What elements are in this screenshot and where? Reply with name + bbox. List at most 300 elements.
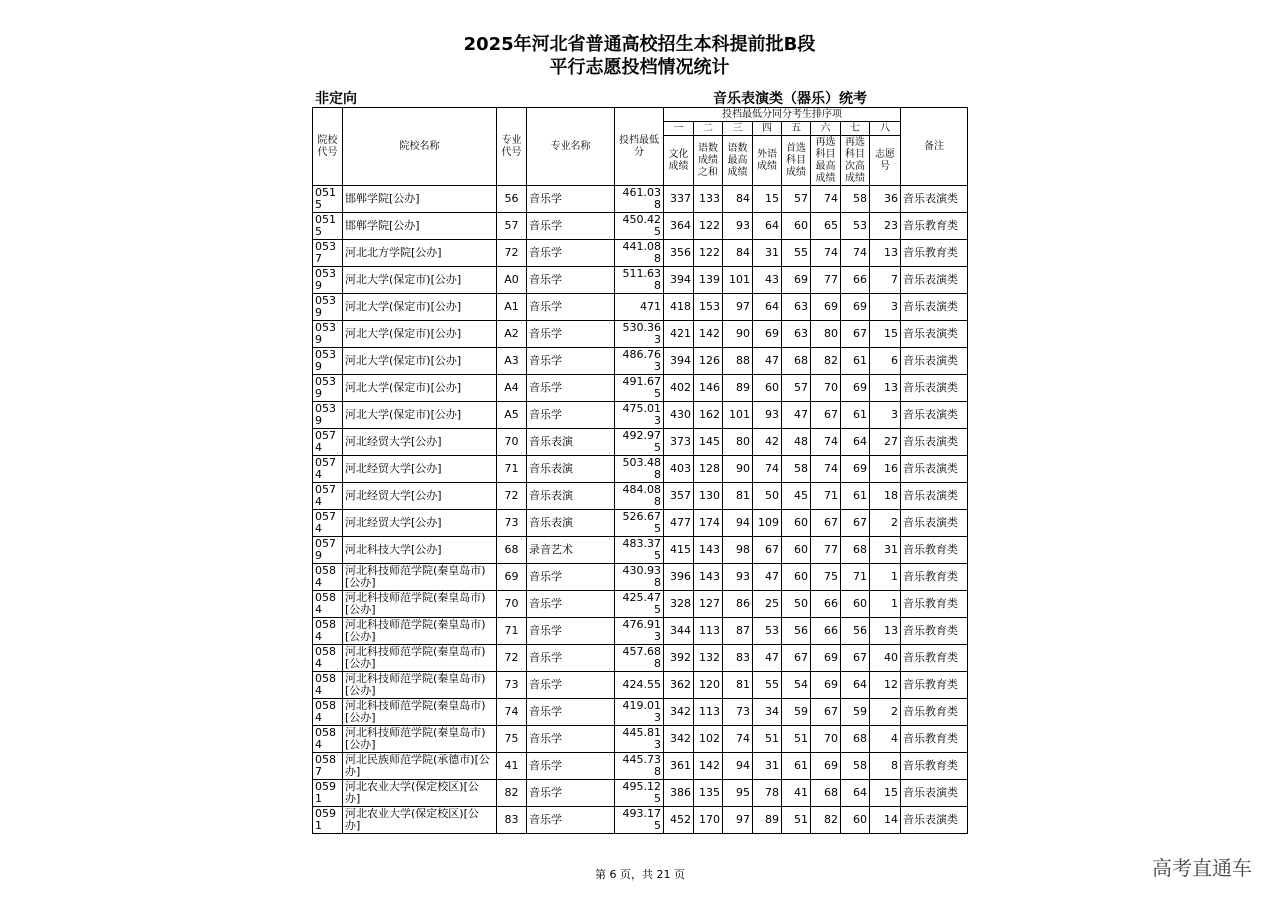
table-row	[313, 618, 968, 645]
cell-elective-max: 68	[811, 780, 841, 807]
cell-school-name: 河北经贸大学[公办]	[343, 510, 497, 537]
cell-elective-max: 71	[811, 483, 841, 510]
header-tiebreak-item: 文化成绩	[664, 136, 694, 186]
cell-elective-max: 77	[811, 267, 841, 294]
cell-culture-score: 402	[664, 375, 694, 402]
cell-remark: 音乐教育类	[901, 240, 968, 267]
cell-chinese-math-max: 101	[723, 402, 753, 429]
cell-foreign-language: 47	[753, 564, 782, 591]
header-min-score: 投档最低分	[615, 108, 664, 186]
cell-major-code: 72	[497, 645, 527, 672]
cell-preference-number: 12	[870, 672, 901, 699]
cell-first-subject: 69	[782, 267, 811, 294]
table-row	[313, 186, 968, 213]
cell-culture-score: 430	[664, 402, 694, 429]
cell-chinese-math-max: 93	[723, 213, 753, 240]
cell-elective-max: 74	[811, 456, 841, 483]
cell-elective-max: 66	[811, 618, 841, 645]
cell-first-subject: 59	[782, 699, 811, 726]
cell-min-score: 476.913	[615, 618, 664, 645]
cell-chinese-math-sum: 153	[694, 294, 723, 321]
cell-elective-max: 77	[811, 537, 841, 564]
cell-culture-score: 396	[664, 564, 694, 591]
cell-school-code: 0591	[313, 780, 343, 807]
cell-elective-second: 64	[841, 780, 870, 807]
cell-preference-number: 8	[870, 753, 901, 780]
cell-chinese-math-sum: 102	[694, 726, 723, 753]
cell-school-name: 河北经贸大学[公办]	[343, 429, 497, 456]
cell-chinese-math-sum: 143	[694, 564, 723, 591]
cell-school-code: 0574	[313, 483, 343, 510]
cell-foreign-language: 64	[753, 294, 782, 321]
cell-foreign-language: 89	[753, 807, 782, 834]
cell-major-code: 72	[497, 240, 527, 267]
cell-major-code: A1	[497, 294, 527, 321]
header-rank: 七	[841, 122, 870, 136]
table-row	[313, 267, 968, 294]
cell-min-score: 419.013	[615, 699, 664, 726]
cell-elective-second: 58	[841, 186, 870, 213]
cell-school-name: 河北民族师范学院(承德市)[公办]	[343, 753, 497, 780]
cell-major-name: 音乐学	[527, 753, 615, 780]
cell-elective-max: 65	[811, 213, 841, 240]
cell-remark: 音乐教育类	[901, 537, 968, 564]
cell-chinese-math-max: 97	[723, 294, 753, 321]
cell-major-code: 56	[497, 186, 527, 213]
cell-school-name: 河北科技师范学院(秦皇岛市)[公办]	[343, 672, 497, 699]
cell-chinese-math-max: 88	[723, 348, 753, 375]
cell-elective-second: 69	[841, 294, 870, 321]
cell-major-code: 73	[497, 672, 527, 699]
cell-first-subject: 63	[782, 321, 811, 348]
cell-elective-second: 66	[841, 267, 870, 294]
table-row	[313, 564, 968, 591]
cell-school-name: 河北科技师范学院(秦皇岛市)[公办]	[343, 618, 497, 645]
watermark: 高考直通车	[1152, 856, 1252, 880]
cell-culture-score: 344	[664, 618, 694, 645]
cell-culture-score: 342	[664, 726, 694, 753]
cell-elective-max: 69	[811, 672, 841, 699]
cell-major-code: 71	[497, 456, 527, 483]
cell-min-score: 457.688	[615, 645, 664, 672]
cell-culture-score: 362	[664, 672, 694, 699]
cell-min-score: 530.363	[615, 321, 664, 348]
cell-major-code: A3	[497, 348, 527, 375]
cell-chinese-math-sum: 113	[694, 618, 723, 645]
cell-chinese-math-sum: 170	[694, 807, 723, 834]
cell-culture-score: 386	[664, 780, 694, 807]
cell-school-name: 河北农业大学(保定校区)[公办]	[343, 807, 497, 834]
cell-major-name: 音乐表演	[527, 483, 615, 510]
cell-preference-number: 1	[870, 591, 901, 618]
cell-elective-second: 74	[841, 240, 870, 267]
cell-chinese-math-max: 97	[723, 807, 753, 834]
cell-elective-second: 58	[841, 753, 870, 780]
cell-chinese-math-sum: 128	[694, 456, 723, 483]
cell-remark: 音乐表演类	[901, 510, 968, 537]
cell-school-name: 河北北方学院[公办]	[343, 240, 497, 267]
cell-school-code: 0574	[313, 429, 343, 456]
cell-elective-second: 60	[841, 807, 870, 834]
cell-major-code: 73	[497, 510, 527, 537]
cell-elective-max: 69	[811, 753, 841, 780]
cell-school-code: 0587	[313, 753, 343, 780]
cell-foreign-language: 53	[753, 618, 782, 645]
cell-remark: 音乐教育类	[901, 699, 968, 726]
cell-preference-number: 13	[870, 240, 901, 267]
cell-first-subject: 47	[782, 402, 811, 429]
cell-chinese-math-sum: 120	[694, 672, 723, 699]
cell-chinese-math-max: 98	[723, 537, 753, 564]
cell-chinese-math-max: 95	[723, 780, 753, 807]
cell-school-name: 河北农业大学(保定校区)[公办]	[343, 780, 497, 807]
table-row	[313, 240, 968, 267]
cell-foreign-language: 109	[753, 510, 782, 537]
header-tiebreak-item: 外语成绩	[753, 136, 782, 186]
cell-school-code: 0539	[313, 375, 343, 402]
category-label: 非定向	[315, 91, 357, 107]
cell-school-code: 0591	[313, 807, 343, 834]
cell-major-code: 75	[497, 726, 527, 753]
header-school-code: 院校代号	[313, 108, 343, 186]
cell-foreign-language: 67	[753, 537, 782, 564]
cell-chinese-math-sum: 113	[694, 699, 723, 726]
cell-major-name: 音乐学	[527, 726, 615, 753]
header-tiebreak-item: 志愿号	[870, 136, 901, 186]
cell-foreign-language: 47	[753, 348, 782, 375]
cell-elective-second: 53	[841, 213, 870, 240]
cell-first-subject: 60	[782, 537, 811, 564]
cell-major-code: 82	[497, 780, 527, 807]
cell-foreign-language: 34	[753, 699, 782, 726]
table-row	[313, 402, 968, 429]
header-tiebreak-item: 再选科目次高成绩	[841, 136, 870, 186]
cell-chinese-math-max: 83	[723, 645, 753, 672]
cell-major-name: 音乐学	[527, 294, 615, 321]
cell-chinese-math-sum: 135	[694, 780, 723, 807]
cell-chinese-math-max: 73	[723, 699, 753, 726]
cell-elective-max: 75	[811, 564, 841, 591]
header-remark: 备注	[901, 108, 968, 186]
cell-chinese-math-sum: 127	[694, 591, 723, 618]
cell-foreign-language: 64	[753, 213, 782, 240]
cell-chinese-math-max: 81	[723, 483, 753, 510]
cell-min-score: 492.975	[615, 429, 664, 456]
cell-school-name: 河北大学(保定市)[公办]	[343, 375, 497, 402]
cell-chinese-math-max: 80	[723, 429, 753, 456]
cell-major-code: 41	[497, 753, 527, 780]
header-rank: 八	[870, 122, 901, 136]
cell-elective-max: 69	[811, 294, 841, 321]
cell-major-name: 音乐表演	[527, 429, 615, 456]
cell-preference-number: 13	[870, 375, 901, 402]
cell-elective-max: 74	[811, 186, 841, 213]
cell-school-name: 河北大学(保定市)[公办]	[343, 294, 497, 321]
cell-foreign-language: 60	[753, 375, 782, 402]
cell-major-name: 音乐学	[527, 672, 615, 699]
cell-elective-second: 56	[841, 618, 870, 645]
cell-culture-score: 394	[664, 267, 694, 294]
cell-school-name: 河北科技师范学院(秦皇岛市)[公办]	[343, 591, 497, 618]
table-row	[313, 510, 968, 537]
cell-elective-second: 67	[841, 510, 870, 537]
table-row	[313, 294, 968, 321]
cell-culture-score: 421	[664, 321, 694, 348]
cell-major-code: 69	[497, 564, 527, 591]
cell-major-code: 68	[497, 537, 527, 564]
header-major-name: 专业名称	[527, 108, 615, 186]
cell-culture-score: 337	[664, 186, 694, 213]
cell-remark: 音乐教育类	[901, 591, 968, 618]
header-rank: 四	[753, 122, 782, 136]
cell-major-code: 72	[497, 483, 527, 510]
cell-chinese-math-sum: 146	[694, 375, 723, 402]
cell-school-code: 0584	[313, 618, 343, 645]
cell-major-name: 音乐学	[527, 699, 615, 726]
cell-major-name: 音乐学	[527, 267, 615, 294]
cell-remark: 音乐表演类	[901, 483, 968, 510]
cell-major-name: 音乐学	[527, 186, 615, 213]
cell-culture-score: 342	[664, 699, 694, 726]
cell-school-name: 河北科技师范学院(秦皇岛市)[公办]	[343, 726, 497, 753]
major-category-label: 音乐表演类（器乐）统考	[713, 91, 867, 107]
cell-elective-second: 67	[841, 645, 870, 672]
cell-major-name: 音乐表演	[527, 510, 615, 537]
cell-school-name: 河北大学(保定市)[公办]	[343, 402, 497, 429]
cell-preference-number: 14	[870, 807, 901, 834]
cell-major-name: 音乐表演	[527, 456, 615, 483]
cell-elective-second: 69	[841, 456, 870, 483]
table-row	[313, 780, 968, 807]
cell-remark: 音乐教育类	[901, 753, 968, 780]
cell-school-name: 河北大学(保定市)[公办]	[343, 348, 497, 375]
cell-foreign-language: 93	[753, 402, 782, 429]
cell-major-code: 83	[497, 807, 527, 834]
cell-culture-score: 373	[664, 429, 694, 456]
cell-school-name: 邯郸学院[公办]	[343, 186, 497, 213]
cell-min-score: 471	[615, 294, 664, 321]
cell-preference-number: 15	[870, 321, 901, 348]
cell-remark: 音乐表演类	[901, 186, 968, 213]
table-row	[313, 699, 968, 726]
cell-min-score: 493.175	[615, 807, 664, 834]
cell-chinese-math-sum: 143	[694, 537, 723, 564]
cell-min-score: 491.675	[615, 375, 664, 402]
cell-elective-max: 74	[811, 240, 841, 267]
table-row	[313, 537, 968, 564]
cell-school-code: 0584	[313, 564, 343, 591]
cell-elective-second: 61	[841, 348, 870, 375]
cell-elective-max: 82	[811, 807, 841, 834]
cell-elective-max: 67	[811, 510, 841, 537]
table-row	[313, 672, 968, 699]
cell-preference-number: 2	[870, 699, 901, 726]
cell-min-score: 430.938	[615, 564, 664, 591]
cell-culture-score: 452	[664, 807, 694, 834]
table-row	[313, 348, 968, 375]
header-tiebreak-item: 语数成绩之和	[694, 136, 723, 186]
cell-foreign-language: 31	[753, 240, 782, 267]
table-row	[313, 726, 968, 753]
cell-min-score: 425.475	[615, 591, 664, 618]
cell-preference-number: 15	[870, 780, 901, 807]
cell-culture-score: 392	[664, 645, 694, 672]
cell-foreign-language: 15	[753, 186, 782, 213]
cell-chinese-math-sum: 130	[694, 483, 723, 510]
cell-preference-number: 27	[870, 429, 901, 456]
cell-min-score: 475.013	[615, 402, 664, 429]
cell-school-name: 河北经贸大学[公办]	[343, 456, 497, 483]
cell-remark: 音乐表演类	[901, 402, 968, 429]
table-row	[313, 483, 968, 510]
cell-foreign-language: 43	[753, 267, 782, 294]
cell-remark: 音乐表演类	[901, 780, 968, 807]
cell-min-score: 441.088	[615, 240, 664, 267]
cell-school-code: 0574	[313, 510, 343, 537]
cell-school-code: 0539	[313, 321, 343, 348]
cell-remark: 音乐表演类	[901, 321, 968, 348]
cell-preference-number: 3	[870, 294, 901, 321]
cell-chinese-math-max: 86	[723, 591, 753, 618]
cell-first-subject: 48	[782, 429, 811, 456]
cell-elective-max: 74	[811, 429, 841, 456]
cell-major-code: 57	[497, 213, 527, 240]
cell-elective-second: 67	[841, 321, 870, 348]
header-tiebreak-item: 再选科目最高成绩	[811, 136, 841, 186]
cell-culture-score: 361	[664, 753, 694, 780]
cell-school-code: 0539	[313, 348, 343, 375]
cell-preference-number: 36	[870, 186, 901, 213]
cell-foreign-language: 78	[753, 780, 782, 807]
cell-preference-number: 13	[870, 618, 901, 645]
cell-preference-number: 23	[870, 213, 901, 240]
cell-remark: 音乐教育类	[901, 672, 968, 699]
cell-school-name: 河北科技师范学院(秦皇岛市)[公办]	[343, 564, 497, 591]
cell-first-subject: 55	[782, 240, 811, 267]
cell-min-score: 486.763	[615, 348, 664, 375]
cell-major-code: A5	[497, 402, 527, 429]
cell-first-subject: 50	[782, 591, 811, 618]
header-rank: 五	[782, 122, 811, 136]
cell-school-code: 0537	[313, 240, 343, 267]
cell-foreign-language: 69	[753, 321, 782, 348]
cell-major-name: 录音艺术	[527, 537, 615, 564]
cell-chinese-math-sum: 132	[694, 645, 723, 672]
cell-remark: 音乐表演类	[901, 807, 968, 834]
cell-first-subject: 58	[782, 456, 811, 483]
cell-preference-number: 31	[870, 537, 901, 564]
cell-culture-score: 356	[664, 240, 694, 267]
cell-major-name: 音乐学	[527, 645, 615, 672]
cell-major-name: 音乐学	[527, 213, 615, 240]
cell-major-code: 71	[497, 618, 527, 645]
table-row	[313, 375, 968, 402]
cell-chinese-math-max: 94	[723, 510, 753, 537]
cell-major-name: 音乐学	[527, 375, 615, 402]
cell-major-code: A4	[497, 375, 527, 402]
cell-major-name: 音乐学	[527, 321, 615, 348]
cell-culture-score: 364	[664, 213, 694, 240]
cell-culture-score: 403	[664, 456, 694, 483]
cell-preference-number: 16	[870, 456, 901, 483]
cell-first-subject: 61	[782, 753, 811, 780]
cell-chinese-math-max: 87	[723, 618, 753, 645]
cell-major-name: 音乐学	[527, 240, 615, 267]
cell-chinese-math-sum: 142	[694, 321, 723, 348]
cell-min-score: 483.375	[615, 537, 664, 564]
cell-chinese-math-sum: 122	[694, 240, 723, 267]
cell-elective-second: 61	[841, 483, 870, 510]
cell-school-code: 0584	[313, 591, 343, 618]
cell-first-subject: 63	[782, 294, 811, 321]
cell-preference-number: 7	[870, 267, 901, 294]
cell-chinese-math-sum: 142	[694, 753, 723, 780]
cell-elective-second: 68	[841, 726, 870, 753]
cell-school-code: 0584	[313, 645, 343, 672]
cell-elective-max: 82	[811, 348, 841, 375]
cell-chinese-math-sum: 133	[694, 186, 723, 213]
cell-first-subject: 57	[782, 375, 811, 402]
cell-first-subject: 60	[782, 510, 811, 537]
cell-preference-number: 40	[870, 645, 901, 672]
cell-major-name: 音乐学	[527, 807, 615, 834]
cell-min-score: 445.738	[615, 753, 664, 780]
cell-elective-second: 64	[841, 429, 870, 456]
cell-chinese-math-sum: 174	[694, 510, 723, 537]
cell-chinese-math-max: 93	[723, 564, 753, 591]
table-row	[313, 645, 968, 672]
header-major-code: 专业代号	[497, 108, 527, 186]
header-school-name: 院校名称	[343, 108, 497, 186]
cell-first-subject: 60	[782, 213, 811, 240]
table-row	[313, 429, 968, 456]
cell-elective-max: 67	[811, 402, 841, 429]
cell-culture-score: 418	[664, 294, 694, 321]
cell-chinese-math-max: 101	[723, 267, 753, 294]
cell-school-code: 0574	[313, 456, 343, 483]
cell-school-code: 0584	[313, 699, 343, 726]
cell-school-code: 0584	[313, 726, 343, 753]
cell-chinese-math-sum: 145	[694, 429, 723, 456]
cell-remark: 音乐表演类	[901, 456, 968, 483]
header-tiebreak-item: 语数最高成绩	[723, 136, 753, 186]
document-subtitle: 平行志愿投档情况统计	[549, 57, 730, 78]
cell-first-subject: 54	[782, 672, 811, 699]
cell-chinese-math-sum: 162	[694, 402, 723, 429]
cell-first-subject: 45	[782, 483, 811, 510]
header-rank: 二	[694, 122, 723, 136]
cell-preference-number: 18	[870, 483, 901, 510]
cell-major-name: 音乐学	[527, 564, 615, 591]
cell-school-name: 河北科技大学[公办]	[343, 537, 497, 564]
cell-elective-second: 64	[841, 672, 870, 699]
page-footer: 第 6 页，共 21 页	[595, 868, 685, 881]
cell-min-score: 445.813	[615, 726, 664, 753]
cell-school-name: 河北大学(保定市)[公办]	[343, 321, 497, 348]
cell-min-score: 495.125	[615, 780, 664, 807]
cell-first-subject: 67	[782, 645, 811, 672]
cell-chinese-math-max: 74	[723, 726, 753, 753]
cell-major-code: A0	[497, 267, 527, 294]
cell-major-name: 音乐学	[527, 402, 615, 429]
admission-table	[312, 107, 968, 834]
table-row	[313, 456, 968, 483]
cell-remark: 音乐教育类	[901, 645, 968, 672]
cell-school-code: 0515	[313, 213, 343, 240]
cell-foreign-language: 55	[753, 672, 782, 699]
cell-min-score: 461.038	[615, 186, 664, 213]
cell-chinese-math-max: 90	[723, 456, 753, 483]
